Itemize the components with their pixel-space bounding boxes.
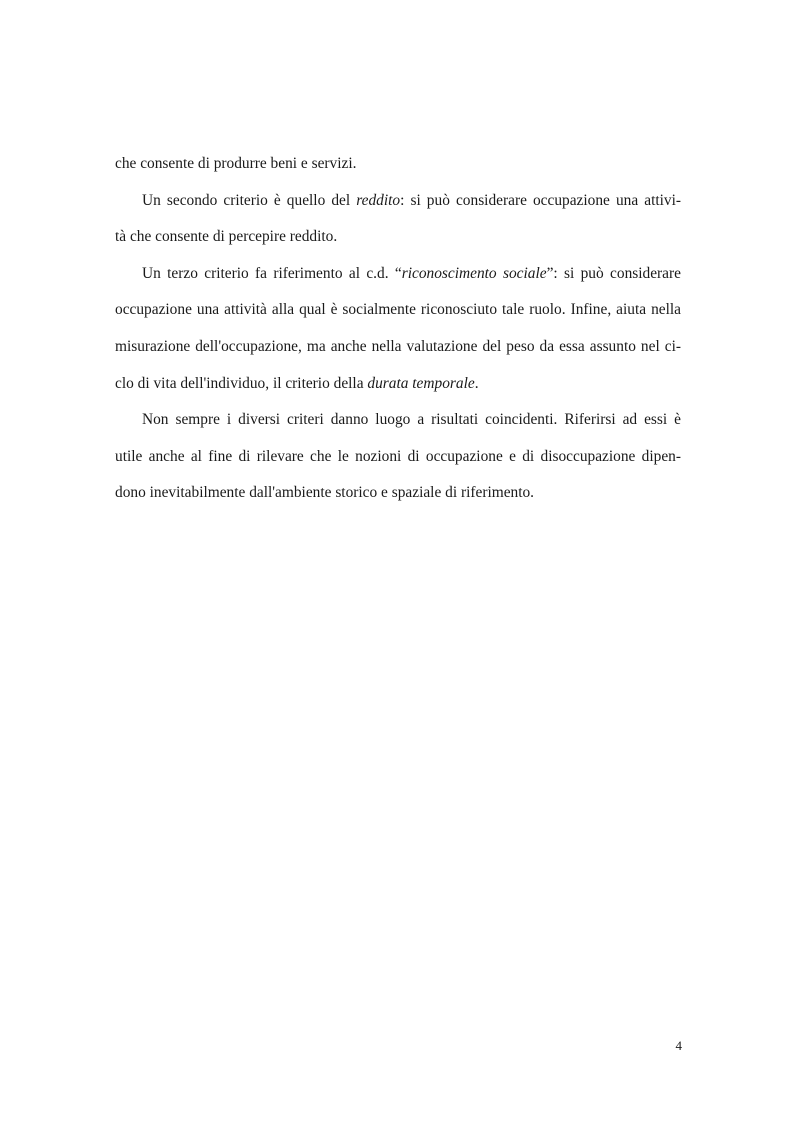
text-line xyxy=(115,219,681,256)
text-line xyxy=(115,256,681,293)
text-run: dono inevitabilmente dall'ambiente storico e spaziale di riferimento. xyxy=(115,484,535,502)
text-run: tà che consente di percepire reddito. xyxy=(115,228,338,246)
text-line xyxy=(115,292,681,329)
text-line xyxy=(115,402,681,439)
page-number: 4 xyxy=(675,1038,682,1053)
body-text xyxy=(115,146,681,512)
text-line xyxy=(115,146,681,183)
text-line xyxy=(115,329,681,366)
text-run: ”: si può considerare xyxy=(546,264,681,282)
text-run: occupazione una attività alla qual è socialmente riconosciuto tale ruolo. Infine, aiuta nella xyxy=(115,301,681,319)
text-run: Un terzo criterio fa riferimento al c.d. “ xyxy=(142,264,402,282)
text-run: misurazione dell'occupazione, ma anche nella valutazione del peso da essa assunto nel ci- xyxy=(115,337,681,355)
text-line xyxy=(115,183,681,220)
text-run: che consente di produrre beni e servizi. xyxy=(115,155,357,172)
text-line xyxy=(115,439,681,476)
text-run: . xyxy=(474,374,479,392)
italic-term: riconoscimento sociale xyxy=(401,264,547,282)
text-run: clo di vita dell'individuo, il criterio della xyxy=(115,374,368,392)
text-run: Un secondo criterio è quello del xyxy=(142,191,357,209)
text-run: : si può considerare occupazione una attivi- xyxy=(400,191,682,209)
text-line xyxy=(115,475,681,512)
text-line xyxy=(115,366,681,403)
text-run: utile anche al fine di rilevare che le nozioni di occupazione e di disoccupazione dipen- xyxy=(115,447,681,465)
italic-term: reddito xyxy=(356,191,401,209)
italic-term: durata temporale xyxy=(367,374,475,392)
text-run: Non sempre i diversi criteri danno luogo a risultati coincidenti. Riferirsi ad essi è xyxy=(142,411,681,429)
